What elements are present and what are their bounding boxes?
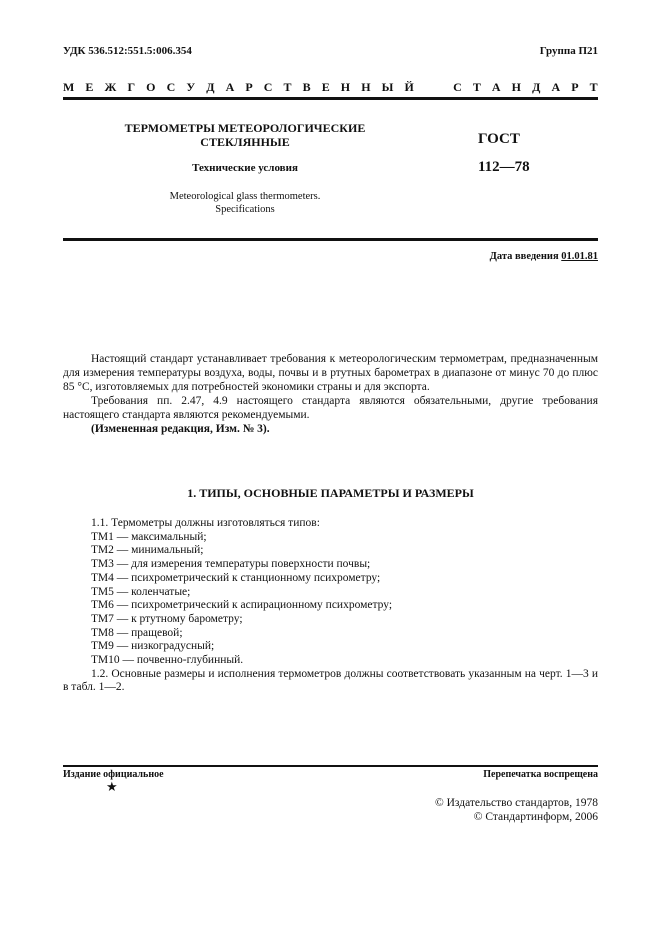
- subtitle: Технические условия: [192, 162, 298, 174]
- banner-letter: Н: [340, 80, 351, 94]
- star-icon: ★: [106, 779, 118, 794]
- banner-letter: Р: [245, 80, 253, 94]
- banner-letter: Д: [532, 80, 541, 94]
- banner-letter: Т: [589, 80, 598, 94]
- banner-letter: Т: [283, 80, 292, 94]
- reprint-notice: Перепечатка воспрещена: [483, 769, 598, 780]
- banner-letter: Е: [85, 80, 94, 94]
- top-rule: [63, 97, 598, 100]
- copyright-2: © Стандартинформ, 2006: [473, 811, 598, 823]
- banner-letter: М: [63, 80, 75, 94]
- list-item: ТМ4 — психрометрический к станционному психрометру;: [91, 571, 381, 584]
- list-item: ТМ5 — коленчатые;: [91, 585, 191, 598]
- list-item: ТМ9 — низкоградусный;: [91, 640, 215, 653]
- banner-letter: У: [186, 80, 196, 94]
- banner-letter: Н: [511, 80, 522, 94]
- list-item: ТМ7 — к ртутному барометру;: [91, 612, 243, 625]
- english-line-1: Meteorological glass thermometers.: [169, 191, 321, 202]
- types-list: [63, 517, 598, 695]
- title-rule: [63, 238, 598, 241]
- udk-code: УДК 536.512:551.5:006.354: [63, 45, 192, 57]
- amendment-note: (Измененная редакция, Изм. № 3).: [91, 423, 270, 435]
- copyright-1: © Издательство стандартов, 1978: [434, 797, 598, 809]
- list-lead: 1.1. Термометры должны изготовляться типов:: [91, 517, 320, 529]
- group-code: Группа П21: [539, 45, 598, 57]
- copyright: [435, 796, 598, 824]
- footer-rule: [63, 765, 598, 767]
- list-item: ТМ8 — пращевой;: [91, 626, 183, 639]
- list-item: ТМ10 — почвенно-глубинный.: [91, 654, 244, 667]
- banner-letter: Ы: [381, 80, 394, 94]
- date-value: 01.01.81: [561, 251, 598, 262]
- title-line-2: СТЕКЛЯННЫЕ: [200, 135, 290, 149]
- gost-number: 112—78: [478, 159, 530, 175]
- banner-letter: О: [146, 80, 156, 94]
- english-line-2: Specifications: [215, 204, 275, 215]
- list-item: ТМ6 — психрометрический к аспирационному психрометру;: [91, 599, 393, 612]
- list-item: ТМ1 — максимальный;: [91, 530, 207, 543]
- banner-letter: Й: [404, 80, 414, 94]
- list-item: ТМ2 — минимальный;: [91, 544, 204, 557]
- banner-letter: А: [225, 80, 235, 94]
- intro: [63, 352, 598, 436]
- official-edition: Издание официальное: [63, 769, 164, 780]
- intro-paragraph-1: Настоящий стандарт устанавливает требования к метеорологическим термометрам, предназначенным для измерения температуры воздуха, воды, почвы и в ртутных барометрах в диапазоне от минус 70 до плюс 85 °С, изготовляемых для потребностей экономики страны и для экспорта.: [63, 353, 598, 393]
- english-title: [100, 190, 390, 216]
- banner-letter: Д: [206, 80, 215, 94]
- banner-letter: Т: [472, 80, 481, 94]
- date-label: Дата введения: [489, 251, 559, 262]
- gost-label: ГОСТ: [478, 131, 520, 147]
- banner-letter: Е: [321, 80, 330, 94]
- banner-letter: Г: [127, 80, 136, 94]
- banner-letter: В: [302, 80, 311, 94]
- banner-letter: С: [166, 80, 176, 94]
- banner-letter: Н: [361, 80, 371, 94]
- document-title: [100, 121, 390, 149]
- banner-letter: Ж: [104, 80, 117, 94]
- section-heading: 1. ТИПЫ, ОСНОВНЫЕ ПАРАМЕТРЫ И РАЗМЕРЫ: [187, 486, 474, 500]
- banner-letter: А: [551, 80, 561, 94]
- clause-1-2: 1.2. Основные размеры и исполнения термометров должны соответствовать указанным на черт. 1—3 и в табл. 1—2.: [63, 667, 598, 694]
- banner-letter: [439, 80, 442, 95]
- list-item: ТМ3 — для измерения температуры поверхности почвы;: [91, 558, 371, 571]
- intro-paragraph-2: Требования пп. 2.47, 4.9 настоящего стандарта являются обязательными, другие требования настоящего стандарта являются рекомендуемыми.: [63, 395, 598, 421]
- banner-letter: [425, 80, 428, 95]
- effective-date: [490, 251, 598, 262]
- banner-letter: Р: [571, 80, 579, 94]
- title-line-1: ТЕРМОМЕТРЫ МЕТЕОРОЛОГИЧЕСКИЕ: [124, 121, 366, 135]
- banner-letter: С: [453, 80, 462, 94]
- banner-letter: С: [263, 80, 273, 94]
- banner-letter: А: [491, 80, 501, 94]
- banner: [63, 80, 598, 95]
